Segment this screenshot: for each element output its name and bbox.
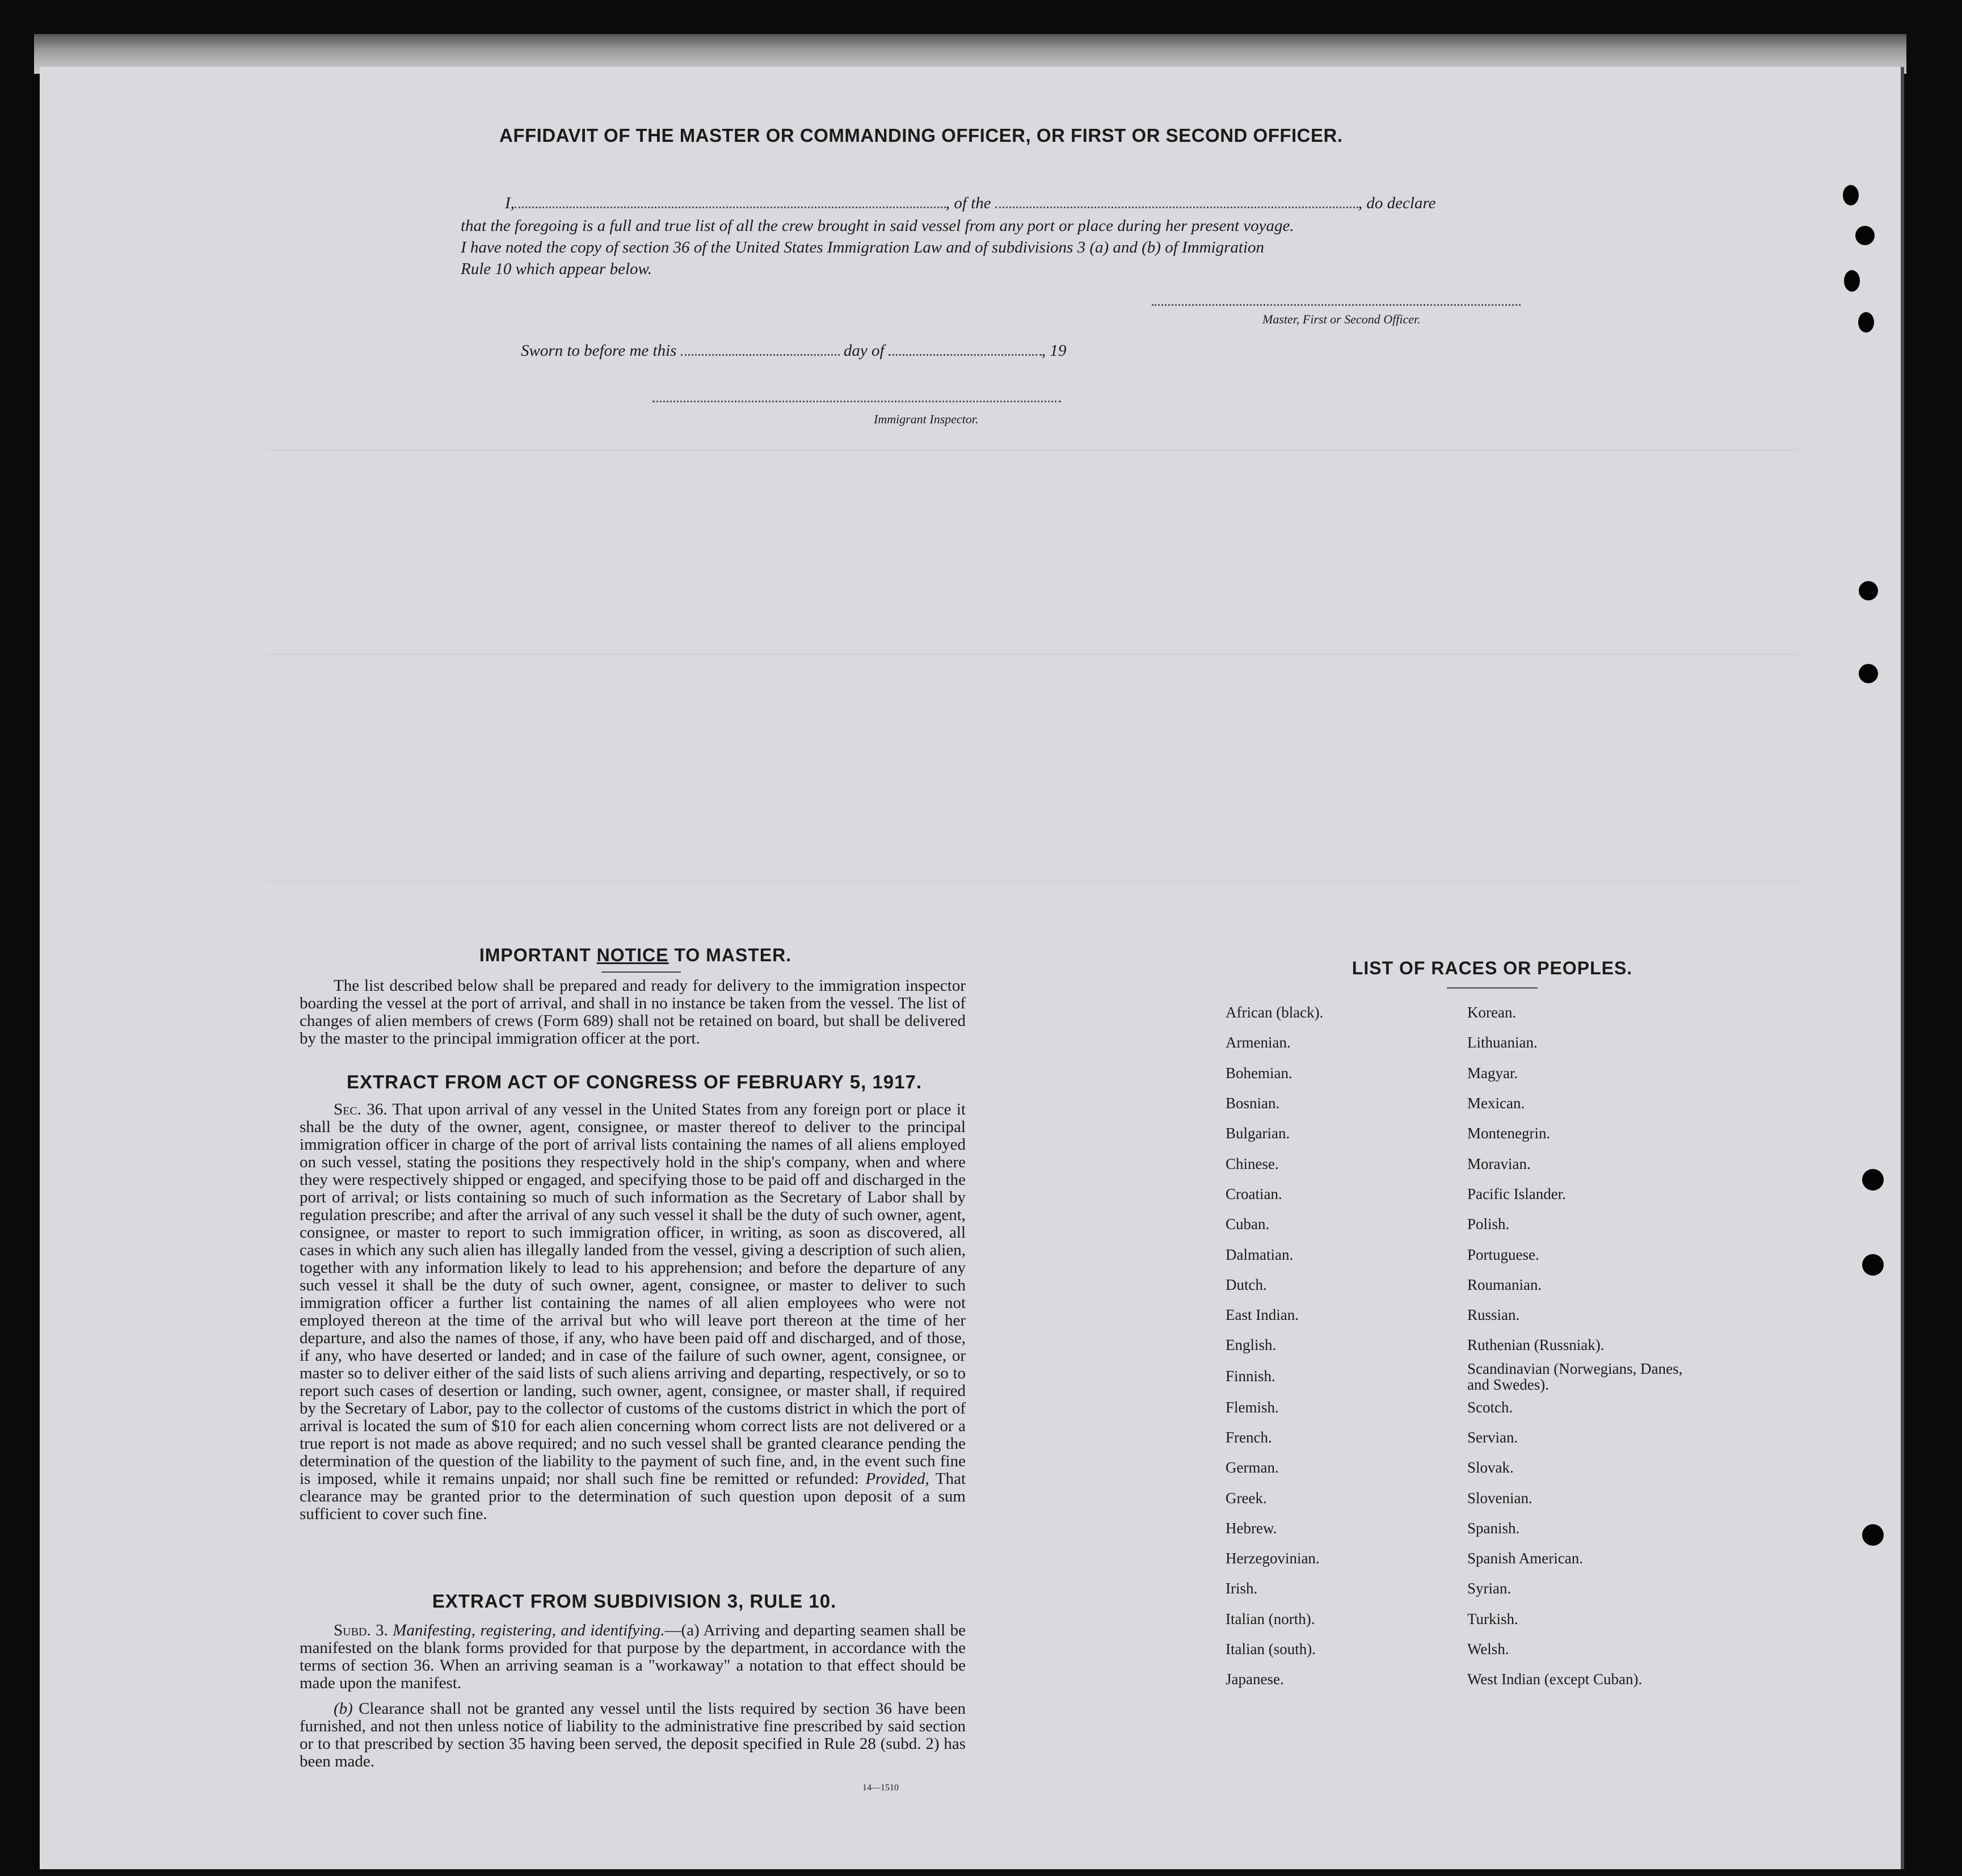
notice-title bbox=[301, 945, 970, 966]
section-36-end: That clearance may be granted prior to the determination of such question upon deposit of a sum sufficient to cover such fine. bbox=[300, 1470, 966, 1523]
races-row bbox=[1226, 1423, 1706, 1453]
binder-hole bbox=[1859, 664, 1878, 683]
master-signature-line bbox=[1152, 304, 1521, 306]
notice-text: The list described below shall be prepared and ready for delivery to the immigration inspector boarding the vessel at the port of arrival, and shall in no instance be taken from the vessel. The list of changes of alien members of crews (Form 689) shall not be retained on board, but shall be delivered by the master to the principal immigration officer at the port. bbox=[300, 977, 966, 1048]
notice-title-underlined: NOTICE bbox=[596, 945, 669, 965]
year-label: , 19 bbox=[1041, 342, 1067, 360]
race-right: Scandinavian (Norwegians, Danes, and Swedes). bbox=[1467, 1360, 1683, 1393]
affidavit-i-label: I, bbox=[505, 194, 515, 212]
rule-extract-title: EXTRACT FROM SUBDIVISION 3, RULE 10. bbox=[432, 1591, 837, 1612]
race-left: Dalmatian. bbox=[1226, 1246, 1294, 1263]
races-row bbox=[1226, 1058, 1706, 1088]
bleed-through-row bbox=[267, 430, 1799, 451]
races-row bbox=[1226, 1543, 1706, 1574]
race-left: Cuban. bbox=[1226, 1215, 1270, 1233]
races-row bbox=[1226, 1604, 1706, 1634]
affidavit-of-the-label: , of the bbox=[945, 194, 991, 212]
act-extract-title: EXTRACT FROM ACT OF CONGRESS OF FEBRUARY 5, 1917. bbox=[346, 1071, 923, 1092]
binder-hole bbox=[1859, 581, 1878, 600]
races-row bbox=[1226, 1634, 1706, 1664]
race-left: Japanese. bbox=[1226, 1671, 1284, 1688]
rule-para-b bbox=[300, 1700, 966, 1770]
races-row bbox=[1226, 998, 1706, 1028]
races-row bbox=[1226, 1179, 1706, 1209]
inspector-signature-line bbox=[652, 401, 1061, 402]
race-left: Flemish. bbox=[1226, 1398, 1279, 1416]
races-row bbox=[1226, 1361, 1706, 1393]
race-right: Russian. bbox=[1467, 1306, 1520, 1324]
race-right: Welsh. bbox=[1467, 1641, 1509, 1658]
sworn-month-blank bbox=[889, 354, 1042, 356]
race-left: Armenian. bbox=[1226, 1034, 1291, 1051]
race-right: Ruthenian (Russniak). bbox=[1467, 1336, 1605, 1354]
notice-title-part1: IMPORTANT bbox=[479, 945, 597, 965]
races-row bbox=[1226, 1664, 1706, 1694]
affidavit-line-3: I have noted the copy of section 36 of the United States Immigration Law and of subdivisions 3 (a) and (b) of Immigration bbox=[461, 238, 1265, 256]
notice-title-part2: TO MASTER. bbox=[668, 945, 792, 965]
races-row bbox=[1226, 1300, 1706, 1330]
day-of-label: day of bbox=[843, 342, 885, 360]
sworn-label: Sworn to before me this bbox=[521, 342, 677, 360]
inspector-label: Immigrant Inspector. bbox=[874, 412, 979, 426]
race-left: Bohemian. bbox=[1226, 1064, 1292, 1082]
races-row bbox=[1226, 1330, 1706, 1360]
bleed-through-row bbox=[267, 634, 1799, 655]
races-row bbox=[1226, 1270, 1706, 1300]
race-right: West Indian (except Cuban). bbox=[1467, 1671, 1643, 1688]
race-left: East Indian. bbox=[1226, 1306, 1299, 1324]
binder-hole bbox=[1862, 1254, 1884, 1276]
form-number: 14—1510 bbox=[862, 1783, 899, 1793]
races-row bbox=[1226, 1453, 1706, 1483]
race-right: Portuguese. bbox=[1467, 1246, 1539, 1263]
section-36-text: That upon arrival of any vessel in the United States from any foreign port or place it shall be the duty of the owner, agent, consignee, or master thereof to deliver to the principal immigration officer in charge of the port of arrival lists containing the names of all aliens employed on such vessel, stating the positions they respectively hold in the ship's company, when and where they were respectively shipped or engaged, and specifying those to be paid off and discharged in the port of arrival; or lists containing so much of such information as the Secretary of Labor shall by regulation prescribe; and after the arrival of any such vessel it shall be the duty of such owner, agent, consignee, or master to report to such immigration officer, in writing, as soon as discovered, all cases in which any such alien has illegally landed from the vessel, giving a description of such alien, together with any information likely to lead to his apprehension; and before the departure of any such vessel it shall be the duty of such owner, agent, consignee, or master to deliver to such immigration officer a further list containing the names of all alien employees who were not employed thereon at the time of the arrival but who will leave port thereon at the time of her departure, and also the names of those, if any, who have been paid off and discharged, and of those, if any, who have deserted or landed; and in case of the failure of such owner, agent, consignee, or master so to deliver either of the said lists of such aliens arriving and departing, respectively, or so to report such cases of desertion or landing, such owner, agent, consignee, or master shall, if required by the Secretary of Labor, pay to the collector of customs of the customs district in which the port of arrival is located the sum of $10 for each alien concerning whom correct lists are not delivered or a true report is not made as above required; and no such vessel shall be granted clearance pending the determination of the question of the liability to the payment of such fine, and, in the event such fine is imposed, while it remains unpaid; nor shall such fine be remitted or refunded: bbox=[300, 1100, 966, 1488]
race-right: Slovenian. bbox=[1467, 1489, 1532, 1507]
race-left: Chinese. bbox=[1226, 1155, 1279, 1172]
race-right: Korean. bbox=[1467, 1004, 1517, 1021]
binder-hole bbox=[1844, 270, 1860, 292]
race-right: Mexican. bbox=[1467, 1095, 1525, 1112]
para-b-label: (b) bbox=[334, 1700, 353, 1718]
subd-para-a: —(a) Arriving and departing seamen shall be manifested on the blank forms provided for that purpose by the department, in accordance with the terms of section 36. When an arriving seaman is a "workaway" a notation to that effect should be made upon the manifest. bbox=[300, 1621, 966, 1692]
race-right: Roumanian. bbox=[1467, 1276, 1542, 1293]
race-left: Italian (south). bbox=[1226, 1641, 1316, 1658]
binder-hole bbox=[1862, 1169, 1884, 1191]
races-table bbox=[1226, 998, 1706, 1695]
race-left: Hebrew. bbox=[1226, 1519, 1277, 1537]
race-right: Turkish. bbox=[1467, 1610, 1518, 1627]
race-right: Scotch. bbox=[1467, 1398, 1513, 1416]
races-row bbox=[1226, 1574, 1706, 1604]
race-left: English. bbox=[1226, 1336, 1277, 1354]
race-left: Italian (north). bbox=[1226, 1610, 1315, 1627]
race-left: Bulgarian. bbox=[1226, 1125, 1290, 1142]
document-page bbox=[40, 67, 1904, 1869]
races-title-rule bbox=[1447, 987, 1538, 989]
race-left: Bosnian. bbox=[1226, 1095, 1280, 1112]
affidavit-line-1 bbox=[505, 194, 1436, 213]
sworn-line bbox=[521, 342, 1066, 360]
races-row bbox=[1226, 1483, 1706, 1513]
race-left: French. bbox=[1226, 1429, 1272, 1446]
race-right: Lithuanian. bbox=[1467, 1034, 1538, 1051]
races-row bbox=[1226, 1209, 1706, 1239]
vessel-blank bbox=[995, 207, 1358, 208]
race-right: Montenegrin. bbox=[1467, 1125, 1551, 1142]
name-blank bbox=[515, 207, 946, 208]
race-right: Pacific Islander. bbox=[1467, 1185, 1566, 1202]
race-left: Finnish. bbox=[1226, 1368, 1275, 1385]
race-left: Irish. bbox=[1226, 1580, 1258, 1597]
master-signature-label: Master, First or Second Officer. bbox=[1262, 312, 1421, 326]
para-b-text: Clearance shall not be granted any vessel until the lists required by section 36 have been furnished, and not then unless notice of liability to the administrative fine prescribed by said section or to that prescribed by section 35 having been served, the deposit specified in Rule 28 (subd. 2) has been made. bbox=[300, 1700, 966, 1770]
binder-hole bbox=[1858, 312, 1874, 333]
bleed-through-row bbox=[267, 861, 1799, 882]
race-left: Herzegovinian. bbox=[1226, 1550, 1320, 1567]
race-right: Spanish. bbox=[1467, 1519, 1520, 1537]
race-left: Croatian. bbox=[1226, 1185, 1282, 1202]
rule-para-a bbox=[300, 1622, 966, 1692]
race-left: Greek. bbox=[1226, 1489, 1267, 1507]
race-right: Moravian. bbox=[1467, 1155, 1531, 1172]
subd-heading: Manifesting, registering, and identifying. bbox=[393, 1621, 665, 1639]
affidavit-line-4: Rule 10 which appear below. bbox=[461, 260, 652, 278]
race-left: German. bbox=[1226, 1459, 1279, 1477]
races-row bbox=[1226, 1118, 1706, 1149]
race-right: Servian. bbox=[1467, 1429, 1518, 1446]
provided-word: Provided, bbox=[865, 1470, 929, 1488]
binder-hole bbox=[1855, 226, 1875, 245]
race-right: Magyar. bbox=[1467, 1064, 1518, 1082]
races-row bbox=[1226, 1239, 1706, 1269]
race-right: Slovak. bbox=[1467, 1459, 1514, 1477]
races-row bbox=[1226, 1513, 1706, 1543]
binder-hole bbox=[1843, 185, 1859, 205]
notice-rule bbox=[601, 971, 681, 973]
races-row bbox=[1226, 1393, 1706, 1423]
race-right: Spanish American. bbox=[1467, 1550, 1583, 1567]
race-right: Polish. bbox=[1467, 1215, 1510, 1233]
races-row bbox=[1226, 1149, 1706, 1179]
section-label: Sec. 36. bbox=[334, 1100, 388, 1118]
affidavit-declare-label: , do declare bbox=[1358, 194, 1436, 212]
affidavit-title: AFFIDAVIT OF THE MASTER OR COMMANDING OFFICER, OR FIRST OR SECOND OFFICER. bbox=[499, 125, 1343, 146]
races-row bbox=[1226, 1028, 1706, 1058]
race-right: Syrian. bbox=[1467, 1580, 1512, 1597]
act-extract-text bbox=[300, 1101, 966, 1523]
race-left: African (black). bbox=[1226, 1004, 1324, 1021]
race-left: Dutch. bbox=[1226, 1276, 1267, 1293]
subd-label: Subd. 3. bbox=[334, 1621, 388, 1639]
affidavit-line-2: that the foregoing is a full and true list of all the crew brought in said vessel from any port or place during her present voyage. bbox=[461, 217, 1294, 235]
races-title: LIST OF RACES OR PEOPLES. bbox=[1351, 958, 1633, 978]
sworn-day-blank bbox=[681, 354, 840, 356]
binder-hole bbox=[1862, 1524, 1884, 1546]
races-row bbox=[1226, 1088, 1706, 1118]
